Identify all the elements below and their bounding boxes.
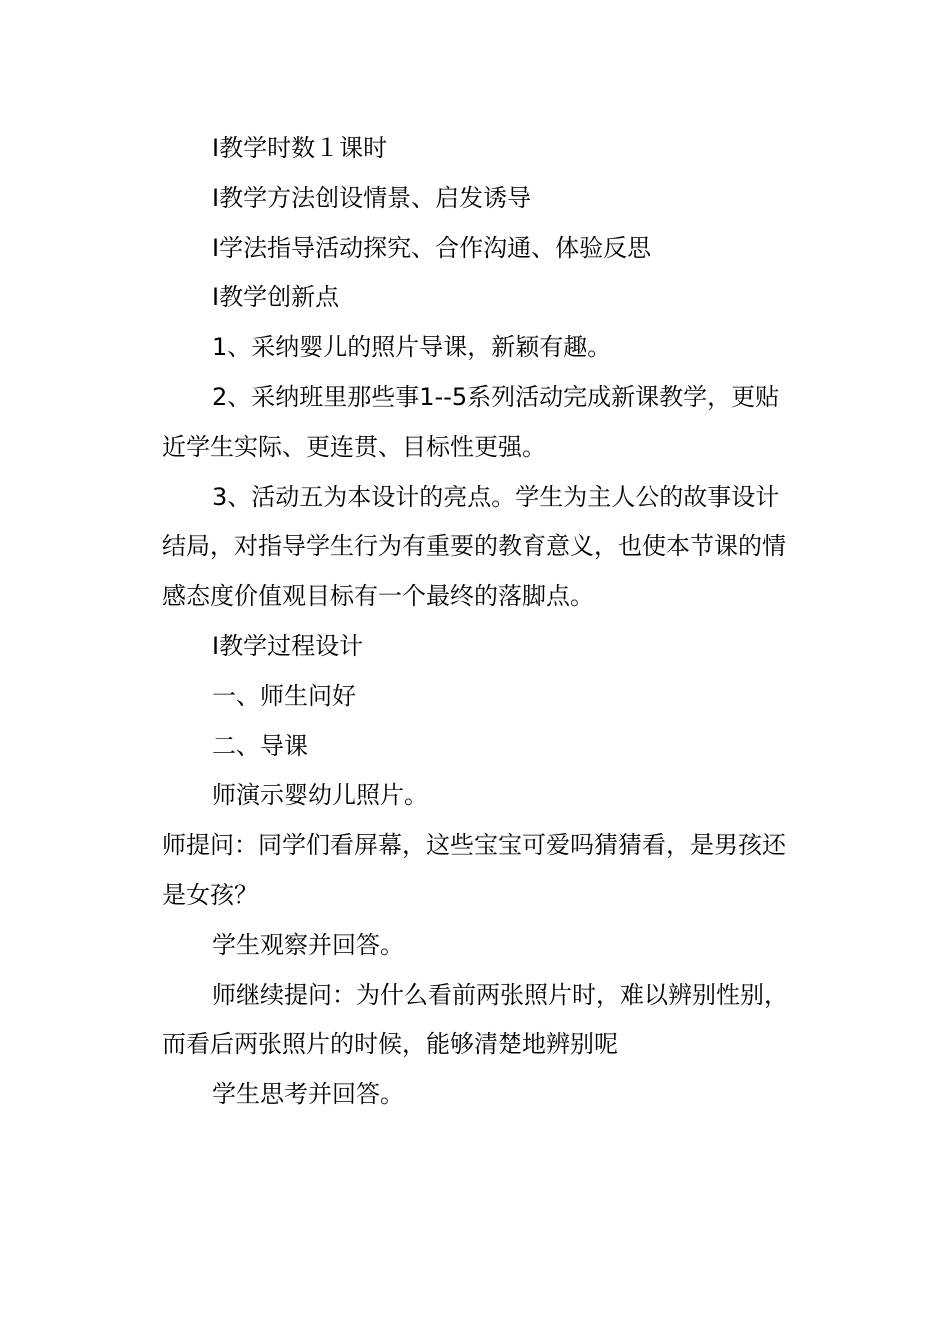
paragraph-study-guidance: Ⅰ学法指导活动探究、合作沟通、体验反思	[212, 233, 652, 262]
paragraph-teacher-followup: 师继续提问：为什么看前两张照片时，难以辨别性别，而看后两张照片的时候，能够清楚地辨别呢	[162, 980, 788, 1059]
paragraph-step-intro: 二、导课	[212, 731, 308, 760]
paragraph-student-think: 学生思考并回答。	[212, 1080, 404, 1109]
paragraph-innovation-1: 1、采纳婴儿的照片导课，新颖有趣。	[212, 333, 612, 362]
paragraph-student-observe: 学生观察并回答。	[212, 930, 404, 959]
paragraph-teaching-hours: Ⅰ教学时数１课时	[212, 134, 388, 162]
paragraph-teaching-methods: Ⅰ教学方法创设情景、启发诱导	[212, 183, 532, 212]
document-body	[162, 124, 792, 1120]
paragraph-innovation-3: 3、活动五为本设计的亮点。学生为主人公的故事设计结局，对指导学生行为有重要的教育意义，也使本节课的情感态度价值观目标有一个最终的落脚点。	[162, 482, 786, 611]
paragraph-teacher-question: 师提问：同学们看屏幕，这些宝宝可爱吗猜猜看，是男孩还是女孩？	[162, 831, 786, 909]
paragraph-teacher-demo: 师演示婴幼儿照片。	[212, 781, 428, 810]
paragraph-process-heading: Ⅰ教学过程设计	[212, 631, 364, 660]
paragraph-step-greeting: 一、师生问好	[212, 681, 356, 710]
paragraph-innovation-2: 2、采纳班里那些事1--5系列活动完成新课教学，更贴近学生实际、更连贯、目标性更强。	[162, 382, 780, 461]
paragraph-innovation-heading: Ⅰ教学创新点	[212, 283, 340, 312]
